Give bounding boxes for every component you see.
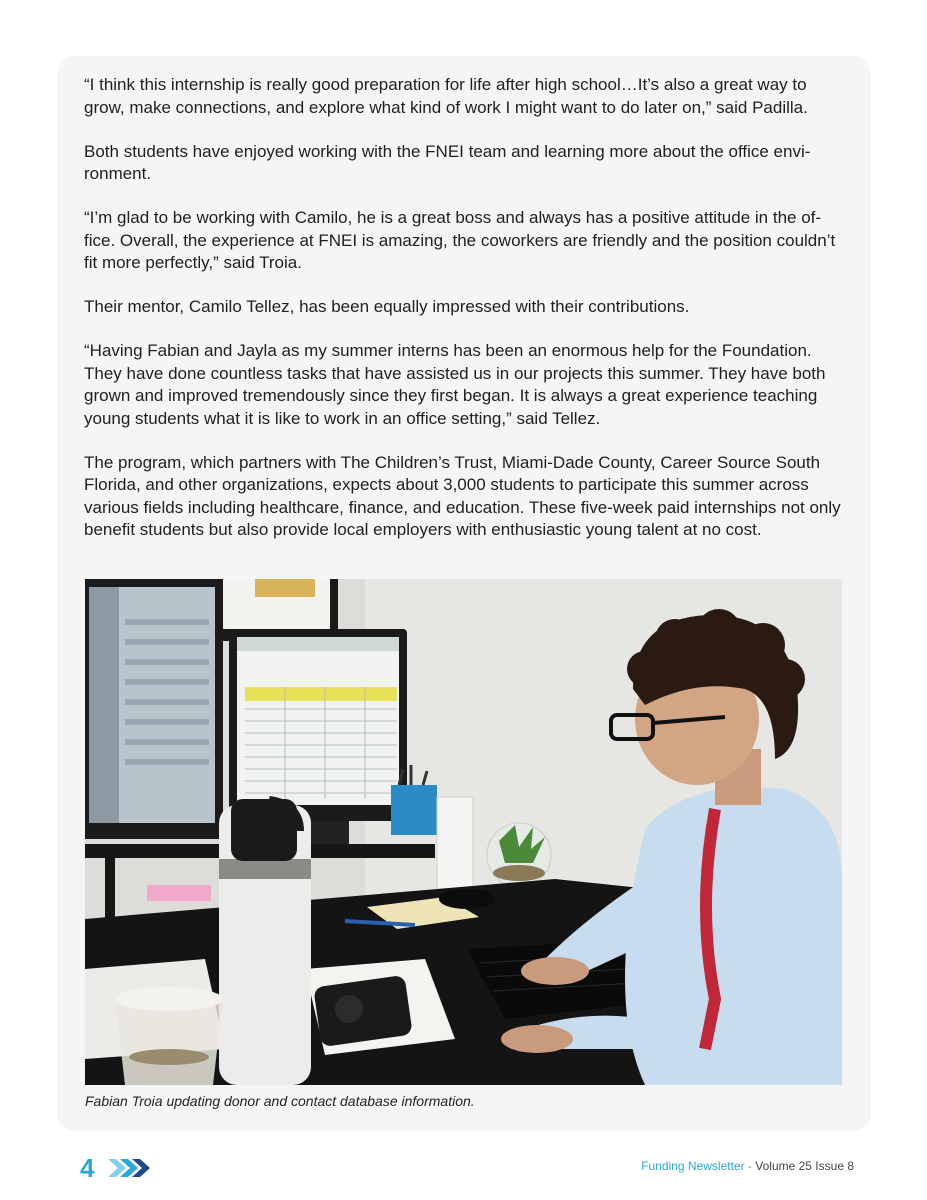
photo-caption: Fabian Troia updating donor and contact database information. [85,1093,475,1109]
article-paragraph-6: The program, which partners with The Children’s Trust, Miami-Dade County, Career Source South Florida, and other organizations, expects about 3,000 students to participate this summer across various fields including healthcare, finance, and education. These five-week paid internships not only benefit students but also provide local employers with enthusiastic young talent at no cost. [84,452,841,539]
footer-publication-info [641,1159,854,1173]
article-paragraph-3: “I’m glad to be working with Camilo, he is a great boss and always has a positive attitude in the office. Overall, the experience at FNEI is amazing, the coworkers are friendly and the position couldn’t fit more perfectly,” said Troia. [84,208,836,272]
article-paragraph-4: Their mentor, Camilo Tellez, has been equally impressed with their contributions. [84,297,690,316]
article-paragraph-5: “Having Fabian and Jayla as my summer interns has been an enormous help for the Foundation. They have done countless tasks that have assisted us in our projects this summer. They have both grown and improved tremendously since they first began. It is always a great experience teaching young students what it is like to work in an office setting,” said Tellez. [84,341,826,428]
article-body [84,74,844,563]
page-number: 4 [80,1153,95,1183]
intern-photo [85,579,842,1085]
footer-separator: - [744,1159,756,1173]
article-paragraph-1: “I think this internship is really good preparation for life after high school…It’s also a great way to grow, make connections, and explore what kind of work I might want to do later on,” said Padilla. [84,75,808,117]
double-chevron-right-icon [108,1157,150,1179]
issue-info: Volume 25 Issue 8 [755,1159,854,1173]
publication-name: Funding Newsletter [641,1159,745,1173]
intern-photo-illustration [85,579,842,1085]
article-paragraph-2: Both students have enjoyed working with the FNEI team and learning more about the office environment. [84,141,811,183]
